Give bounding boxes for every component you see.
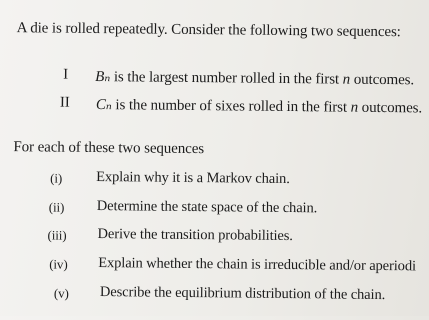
item-number: (ii) xyxy=(48,199,65,215)
section-heading: For each of these two sequences xyxy=(13,139,205,158)
item-text: Explain why it is a Markov chain. xyxy=(96,169,290,188)
item-text: Determine the state space of the chain. xyxy=(96,198,318,217)
intro-text: A die is rolled repeatedly. Consider the following two sequences: xyxy=(16,20,401,41)
item-number: (i) xyxy=(50,170,63,186)
item-text: Derive the transition probabilities. xyxy=(97,226,293,245)
item-number: (iii) xyxy=(47,227,67,243)
item-number: (iv) xyxy=(49,256,68,272)
sequence-II-text: Cₙ is the number of sixes rolled in the first n outcomes. xyxy=(95,97,423,117)
sequence-I-number: I xyxy=(63,66,69,83)
sequence-II-number: II xyxy=(59,94,70,111)
item-number: (v) xyxy=(53,285,69,301)
sequence-I-text: Bₙ is the largest number rolled in the first n outcomes. xyxy=(95,69,415,89)
item-text: Explain whether the chain is irreducible and/or aperiodi xyxy=(98,255,417,275)
item-text: Describe the equilibrium distribution of the chain. xyxy=(99,284,386,304)
